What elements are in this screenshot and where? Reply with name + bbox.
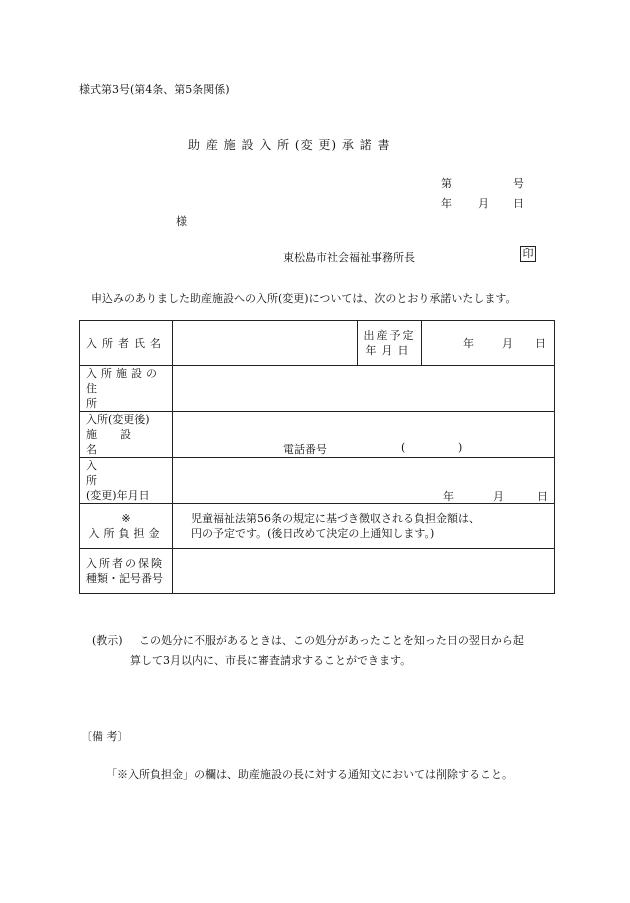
table-row <box>80 412 555 458</box>
applicant-name-cell <box>173 321 358 366</box>
due-date-cell: 年 月 日 <box>422 321 555 366</box>
burden-text-2: 円の予定です。(後日改めて決定の上通知します。) <box>191 527 435 540</box>
admission-date-label: 入所 (変更)年月日 <box>80 458 173 504</box>
facility-address-cell <box>173 366 555 412</box>
table-row <box>80 458 555 504</box>
number-dai: 第 <box>441 177 452 190</box>
burden-label: ※ 入所負担金 <box>80 504 173 549</box>
form-number: 様式第3号(第4条、第5条関係) <box>79 83 230 96</box>
issuer-name: 東松島市社会福祉事務所長 <box>283 251 415 264</box>
burden-text-1: 児童福祉法第56条の規定に基づき徴収される負担金額は、 <box>191 512 480 525</box>
applicant-name-label: 入所者氏名 <box>80 321 173 366</box>
phone-paren-open: ( <box>401 441 406 454</box>
facility-address-label: 入所施設の 住所 <box>80 366 173 412</box>
number-go: 号 <box>513 177 524 190</box>
insurance-cell <box>173 549 555 594</box>
notice-line-1: この処分に不服があるときは、この処分があったことを知った日の翌日から起 <box>139 634 524 647</box>
burden-cell <box>173 504 555 549</box>
insurance-label: 入所者の保険 種類・記号番号 <box>80 549 173 594</box>
table-row <box>80 366 555 412</box>
phone-paren-close: ) <box>458 441 463 454</box>
date-month-label: 月 <box>478 197 489 210</box>
notice-label: (教示) <box>92 634 123 647</box>
remarks-heading: 〔備 考〕 <box>81 730 129 743</box>
date-year-label: 年 <box>441 197 452 210</box>
approval-table <box>79 320 555 594</box>
notice-line-2: 算して3月以内に、市長に審査請求することができます。 <box>130 654 412 667</box>
admission-date-cell: 年 月 日 <box>173 458 555 504</box>
table-row <box>80 321 555 366</box>
due-date-label: 出産予定 年月日 <box>358 321 422 366</box>
phone-label: 電話番号 <box>283 443 327 456</box>
facility-name-label: 入所(変更後) 施設名 <box>80 412 173 458</box>
addressee-sama: 様 <box>176 215 187 228</box>
date-day-label: 日 <box>513 197 524 210</box>
remarks-text: 「※入所負担金」の欄は、助産施設の長に対する通知文においては削除すること。 <box>106 768 513 781</box>
document-title: 助 産 施 設 入 所 (変 更) 承 諾 書 <box>188 138 391 152</box>
facility-name-cell <box>173 412 555 458</box>
table-row <box>80 504 555 549</box>
intro-text: 申込みのありました助産施設への入所(変更)については、次のとおり承諾いたします。 <box>91 292 517 305</box>
table-row <box>80 549 555 594</box>
seal-mark: 印 <box>520 246 536 262</box>
